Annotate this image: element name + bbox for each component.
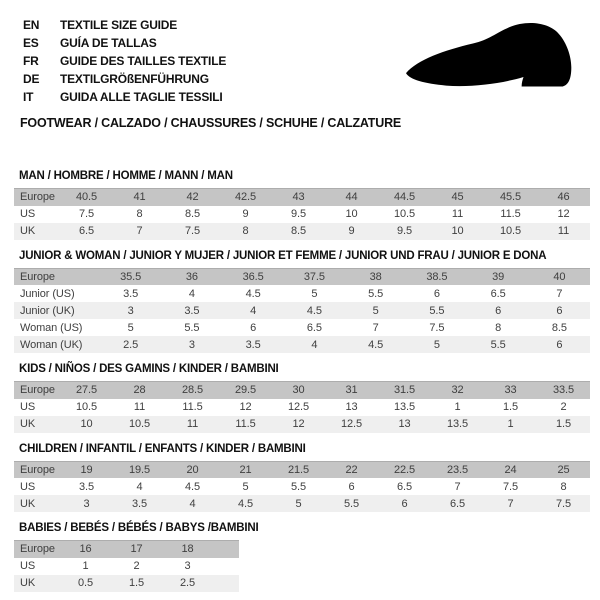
size-cell: 6.5 [450, 497, 465, 510]
size-cell: 4.5 [238, 497, 253, 510]
size-cell: 1 [454, 401, 461, 413]
size-section-kids [14, 363, 590, 433]
size-cell: 42.5 [234, 191, 256, 204]
size-cell: 30 [292, 384, 305, 397]
row-label: US [20, 480, 36, 493]
size-cell: 3.5 [79, 480, 94, 493]
size-cell: 5 [311, 287, 318, 300]
size-cell: 39 [492, 270, 505, 283]
size-cell: 4.5 [368, 338, 384, 351]
size-cell: 1.5 [556, 418, 571, 430]
size-cell: 46 [557, 191, 570, 204]
size-cell: 17 [130, 543, 143, 556]
row-label: Woman (UK) [20, 338, 83, 351]
size-cell: 5 [372, 304, 379, 317]
table-row [14, 495, 590, 512]
row-label: US [20, 208, 36, 220]
size-cell: 3 [83, 497, 90, 510]
row-label: Europe [20, 191, 55, 204]
size-table-junior-woman [14, 268, 590, 354]
dress-shoe-icon [396, 12, 588, 98]
size-cell: 7.5 [185, 225, 200, 237]
row-label: Europe [20, 543, 55, 556]
size-cell: 8 [242, 225, 249, 237]
size-cell: 3.5 [132, 497, 147, 510]
row-label: US [20, 560, 36, 572]
section-title-kids: KIDS / NIÑOS / DES GAMINS / KINDER / BAMBINI [19, 363, 279, 375]
size-cell: 28 [133, 384, 146, 397]
size-cell: 40 [553, 270, 566, 283]
size-table-man [14, 188, 590, 240]
size-cell: 8 [136, 208, 143, 220]
size-cell: 5.5 [184, 321, 200, 334]
size-cell: 7 [372, 321, 379, 334]
size-section-babies [14, 522, 590, 592]
size-cell: 4 [189, 497, 196, 510]
size-cell: 1.5 [129, 577, 144, 589]
size-cell: 9.5 [291, 208, 306, 220]
language-title: GUIDA ALLE TAGLIE TESSILI [60, 90, 223, 104]
size-cell: 44 [345, 191, 358, 204]
language-title: TEXTILGRÖßENFÜHRUNG [60, 72, 209, 86]
size-cell: 24 [504, 463, 517, 476]
size-cell: 2.5 [180, 577, 195, 589]
size-cell: 6 [433, 287, 440, 300]
row-label: US [20, 401, 36, 413]
size-cell: 20 [186, 463, 199, 476]
row-label: UK [20, 497, 36, 510]
size-cell: 4 [188, 287, 195, 300]
size-cell: 11 [451, 208, 464, 220]
size-cell: 22 [345, 463, 358, 476]
size-cell: 10 [80, 418, 93, 430]
spacer-cell [213, 558, 239, 575]
page-header [14, 0, 590, 106]
size-cell: 12.5 [287, 401, 309, 413]
row-label: UK [20, 577, 36, 589]
size-cell: 9 [242, 208, 249, 220]
size-cell: 6 [556, 304, 563, 317]
size-cell: 45 [451, 191, 464, 204]
size-cell: 9.5 [397, 225, 412, 237]
size-cell: 0.5 [78, 577, 93, 589]
table-row [14, 478, 590, 495]
size-cell: 6.5 [397, 480, 412, 493]
size-cell: 7.5 [79, 208, 94, 220]
size-cell: 2 [560, 401, 567, 413]
row-label: Woman (US) [20, 321, 83, 334]
size-cell: 5.5 [344, 497, 359, 510]
size-cell: 12 [292, 418, 305, 430]
size-cell: 11 [557, 225, 570, 237]
size-cell: 12 [557, 208, 570, 220]
size-cell: 5 [295, 497, 302, 510]
size-cell: 36 [185, 270, 198, 283]
size-cell: 21.5 [287, 463, 309, 476]
size-cell: 10.5 [393, 208, 415, 220]
size-cell: 11.5 [235, 418, 256, 430]
size-cell: 11 [133, 401, 146, 413]
size-cell: 38 [369, 270, 382, 283]
size-cell: 13 [345, 401, 358, 413]
table-row [14, 461, 590, 478]
table-row [14, 268, 590, 285]
language-title: GUIDE DES TAILLES TEXTILE [60, 54, 227, 68]
table-row [14, 382, 590, 399]
size-cell: 13 [398, 418, 411, 430]
table-row [14, 416, 590, 433]
size-cell: 7 [556, 287, 563, 300]
size-cell: 43 [292, 191, 305, 204]
size-cell: 11.5 [182, 401, 203, 413]
language-title: TEXTILE SIZE GUIDE [60, 18, 178, 32]
size-cell: 38.5 [426, 270, 448, 283]
size-cell: 10 [345, 208, 358, 220]
size-cell: 3.5 [184, 304, 200, 317]
size-cell: 31 [345, 384, 358, 397]
size-cell: 3 [184, 560, 191, 572]
size-section-man [14, 170, 590, 240]
size-cell: 5.5 [368, 287, 384, 300]
size-cell: 7.5 [503, 480, 518, 493]
size-cell: 13.5 [446, 418, 468, 430]
size-table-children [14, 461, 590, 513]
size-cell: 35.5 [120, 270, 142, 283]
size-cell: 10.5 [499, 225, 521, 237]
size-cell: 37.5 [303, 270, 325, 283]
size-cell: 11 [186, 418, 199, 430]
size-cell: 36.5 [242, 270, 264, 283]
size-cell: 4 [136, 480, 143, 493]
language-title: GUÍA DE TALLAS [60, 36, 157, 50]
size-cell: 22.5 [393, 463, 415, 476]
size-cell: 32 [451, 384, 464, 397]
size-cell: 3.5 [245, 338, 261, 351]
table-row [14, 336, 590, 353]
size-cell: 5.5 [429, 304, 445, 317]
size-cell: 5.5 [490, 338, 506, 351]
size-cell: 41 [133, 191, 146, 204]
table-row [14, 558, 239, 575]
size-cell: 3 [127, 304, 134, 317]
row-label: Europe [20, 463, 55, 476]
size-table-kids [14, 381, 590, 433]
language-code: EN [23, 18, 40, 32]
size-cell: 5 [242, 480, 249, 493]
size-cell: 44.5 [393, 191, 415, 204]
table-row [14, 285, 590, 302]
size-cell: 10 [451, 225, 464, 237]
size-cell: 8 [495, 321, 502, 334]
table-row [14, 399, 590, 416]
spacer-cell [213, 541, 239, 558]
size-cell: 8 [560, 480, 567, 493]
section-title-junior-woman: JUNIOR & WOMAN / JUNIOR Y MUJER / JUNIOR ET FEMME / JUNIOR UND FRAU / JUNIOR E DONA [19, 249, 547, 262]
section-title-man: MAN / HOMBRE / HOMME / MANN / MAN [19, 170, 233, 182]
row-label: UK [20, 225, 36, 237]
size-cell: 13.5 [393, 401, 415, 413]
row-label: Europe [20, 384, 55, 397]
size-cell: 21 [239, 463, 252, 476]
size-cell: 7 [136, 225, 143, 237]
size-cell: 25 [557, 463, 570, 476]
table-row [14, 223, 590, 240]
size-cell: 6 [250, 321, 257, 334]
size-cell: 28.5 [181, 384, 203, 397]
size-cell: 1 [507, 418, 514, 430]
size-cell: 29.5 [234, 384, 256, 397]
section-title-babies: BABIES / BEBÉS / BÉBÉS / BABYS /BAMBINI [19, 522, 259, 534]
size-cell: 19.5 [128, 463, 150, 476]
size-cell: 12.5 [340, 418, 362, 430]
size-cell: 3.5 [123, 287, 139, 300]
size-cell: 18 [181, 543, 194, 556]
size-cell: 2 [133, 560, 140, 572]
size-cell: 6 [401, 497, 408, 510]
size-cell: 7.5 [429, 321, 445, 334]
size-cell: 11.5 [500, 208, 521, 220]
size-cell: 3 [188, 338, 195, 351]
size-cell: 10.5 [128, 418, 150, 430]
table-row [14, 206, 590, 223]
size-cell: 33 [504, 384, 517, 397]
size-cell: 6.5 [490, 287, 506, 300]
size-section-junior-woman [14, 250, 590, 354]
size-cell: 6.5 [306, 321, 322, 334]
size-cell: 6 [495, 304, 502, 317]
size-cell: 8.5 [551, 321, 567, 334]
size-cell: 5 [433, 338, 440, 351]
size-cell: 6.5 [79, 225, 94, 237]
size-cell: 5.5 [291, 480, 306, 493]
language-code: IT [23, 90, 34, 104]
language-code: FR [23, 54, 39, 68]
row-label: Europe [20, 270, 55, 283]
category-heading: FOOTWEAR / CALZADO / CHAUSSURES / SCHUHE / CALZATURE [20, 116, 402, 130]
table-row [14, 575, 239, 592]
row-label: Junior (UK) [20, 304, 75, 317]
size-cell: 10.5 [75, 401, 97, 413]
size-cell: 12 [239, 401, 252, 413]
size-cell: 2.5 [123, 338, 139, 351]
size-cell: 16 [79, 543, 92, 556]
size-cell: 7 [454, 480, 461, 493]
size-cell: 1 [82, 560, 89, 572]
size-cell: 7 [507, 497, 514, 510]
language-code: DE [23, 72, 40, 86]
size-cell: 19 [80, 463, 93, 476]
size-table-babies [14, 540, 239, 592]
size-cell: 40.5 [75, 191, 97, 204]
table-row [14, 302, 590, 319]
size-cell: 6 [348, 480, 355, 493]
table-row [14, 189, 590, 206]
size-cell: 45.5 [499, 191, 521, 204]
row-label: UK [20, 418, 36, 430]
size-cell: 9 [348, 225, 355, 237]
spacer-cell [213, 575, 239, 592]
table-row [14, 541, 239, 558]
size-cell: 27.5 [75, 384, 97, 397]
size-cell: 5 [127, 321, 134, 334]
size-cell: 4.5 [306, 304, 322, 317]
size-cell: 4 [250, 304, 257, 317]
size-cell: 23.5 [446, 463, 468, 476]
size-cell: 4.5 [185, 480, 200, 493]
size-cell: 8.5 [185, 208, 200, 220]
size-section-children [14, 443, 590, 513]
row-label: Junior (US) [20, 287, 75, 300]
table-row [14, 319, 590, 336]
size-cell: 7.5 [556, 497, 571, 510]
size-cell: 4 [311, 338, 318, 351]
size-cell: 1.5 [503, 401, 518, 413]
size-cell: 33.5 [552, 384, 574, 397]
size-cell: 4.5 [245, 287, 261, 300]
size-cell: 6 [556, 338, 563, 351]
size-cell: 8.5 [291, 225, 306, 237]
size-cell: 31.5 [393, 384, 415, 397]
size-cell: 42 [186, 191, 199, 204]
section-title-children: CHILDREN / INFANTIL / ENFANTS / KINDER / BAMBINI [19, 442, 306, 455]
language-code: ES [23, 36, 39, 50]
